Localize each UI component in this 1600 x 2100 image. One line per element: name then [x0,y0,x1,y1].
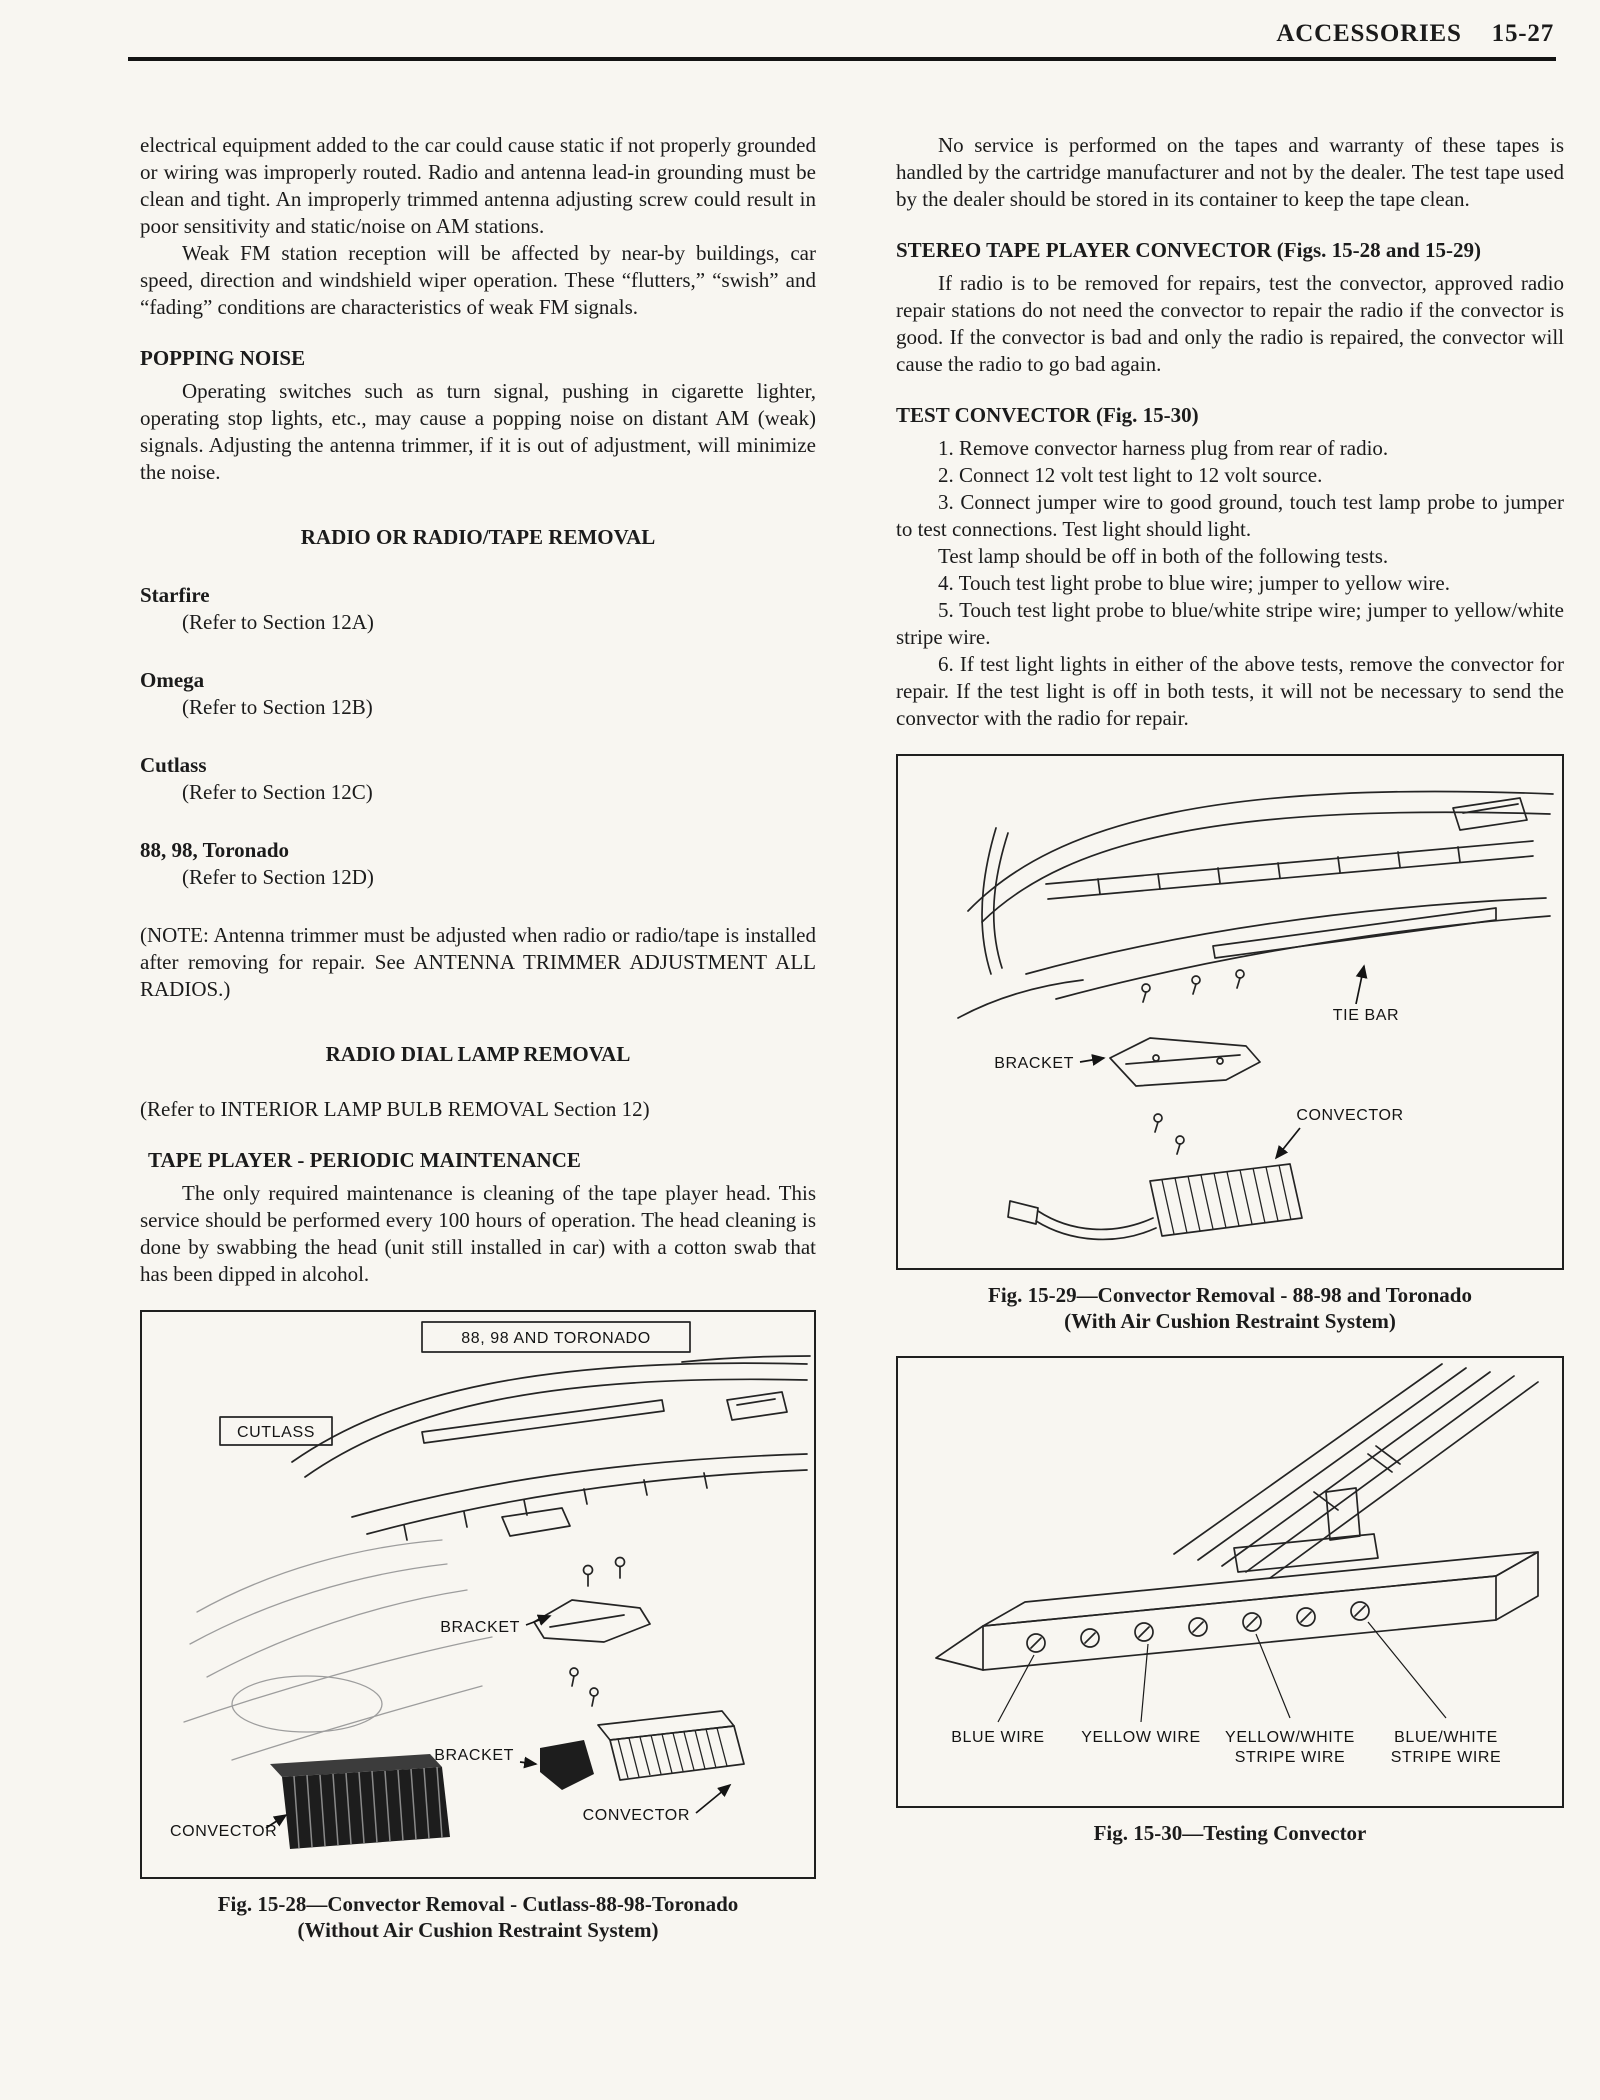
figure-15-29-caption-line1: Fig. 15-29—Convector Removal - 88-98 and Toronado [988,1283,1472,1307]
fig-15-30-label-blue-white-line1: BLUE/WHITE [1394,1729,1498,1746]
fig-15-28-label-bracket-1: BRACKET [440,1619,520,1636]
fig-15-30-label-yellow-white-line1: YELLOW/WHITE [1225,1729,1355,1746]
fig-15-30-label-yellow-wire: YELLOW WIRE [1081,1729,1201,1746]
figure-15-29 [896,754,1564,1334]
heading-radio-or-radio-tape-removal: RADIO OR RADIO/TAPE REMOVAL [300,525,656,549]
figure-15-28-caption-line2: (Without Air Cushion Restraint System) [297,1918,659,1942]
fig-15-28-label-bracket-2: BRACKET [434,1747,514,1764]
convector-unit-dark [270,1754,450,1849]
figure-15-29-illustration [898,756,1562,1268]
fig-15-29-label-bracket: BRACKET [994,1055,1074,1072]
terminal-leader-lines [998,1622,1446,1722]
convector-unit [1008,1164,1302,1239]
step-item: Test lamp should be off in both of the following tests. [938,544,1389,568]
fig-15-28-label-convector-1: CONVECTOR [170,1823,278,1840]
roof-header-line-art [958,791,1553,1018]
heading-radio-dial-lamp-removal: RADIO DIAL LAMP REMOVAL [325,1042,631,1066]
figure-15-30-box [896,1356,1564,1808]
model-heading: 88, 98, Toronado [140,838,289,862]
header-rule [128,57,1556,61]
body-paragraph: Operating switches such as turn signal, pushing in cigarette lighter, operating stop lights, etc., may cause a popping noise on distant AM (weak) signals. Adjusting the antenna trimmer, if it is out of adjustment, will minimize the noise. [140,379,816,484]
figure-15-30-illustration [898,1358,1562,1806]
fig-15-30-label-blue-white-line2: STRIPE WIRE [1390,1749,1502,1766]
body-paragraph: The only required maintenance is cleaning of the tape player head. This service should be performed every 100 hours of operation. The head cleaning is done by swabbing the head (unit still installed in car) with a cotton swab that has been dipped in alcohol. [140,1181,816,1286]
figure-15-30 [896,1356,1564,1846]
figure-15-30-caption-line1: Fig. 15-30—Testing Convector [1093,1821,1367,1845]
fig-15-28-label-88-98-toronado: 88, 98 AND TORONADO [461,1330,651,1347]
body-paragraph: No service is performed on the tapes and warranty of these tapes is handled by the cartridge manufacturer and not by the dealer. The test tape used by the dealer should be stored in its container to keep the tape clean. [896,133,1564,211]
left-column [140,132,816,1943]
fig-15-29-label-tie-bar: TIE BAR [1332,1007,1400,1024]
model-section-ref: (Refer to Section 12A) [182,610,374,634]
header-page-number: 15-27 [1491,20,1554,47]
fig-15-30-label-yellow-white-line2: STRIPE WIRE [1234,1749,1346,1766]
body-paragraph: (Refer to INTERIOR LAMP BULB REMOVAL Section 12) [140,1097,650,1121]
bracket-part-lower [540,1740,594,1790]
fig-15-28-boxed-label-cutlass [220,1417,332,1445]
heading-test-convector: TEST CONVECTOR (Fig. 15-30) [896,403,1199,427]
cutlass-dash-line-art [184,1540,492,1760]
right-column [896,132,1564,1846]
bracket-part-upper [534,1600,650,1706]
fig-15-28-boxed-label-models [422,1322,690,1352]
connector-terminals [1027,1602,1369,1652]
model-section-ref: (Refer to Section 12C) [182,780,373,804]
figure-15-28-caption-line1: Fig. 15-28—Convector Removal - Cutlass-88-98-Toronado [217,1892,739,1916]
fig-15-30-label-blue-wire: BLUE WIRE [951,1729,1045,1746]
figure-15-28-caption [140,1891,816,1943]
model-section-ref: (Refer to Section 12B) [182,695,373,719]
body-paragraph: If radio is to be removed for repairs, test the convector, approved radio repair stations do not need the convector to repair the radio if the convector is good. If the convector is bad and only the radio is repaired, the convector will cause the radio to go bad again. [896,271,1564,376]
body-paragraph: electrical equipment added to the car could cause static if not properly grounded or wiring was improperly routed. Radio and antenna lead-in grounding must be clean and tight. An improperly trimmed antenna adjusting screw could result in poor sensitivity and static/noise on AM stations. [140,133,816,238]
figure-15-28-illustration [142,1312,814,1877]
model-section-ref: (Refer to Section 12D) [182,865,374,889]
figure-15-28 [140,1310,816,1943]
model-heading: Starfire [140,583,210,607]
figure-15-29-caption-line2: (With Air Cushion Restraint System) [1064,1309,1396,1333]
model-section [140,837,816,891]
step-item: 4. Touch test light probe to blue wire; jumper to yellow wire. [938,571,1450,595]
step-item: 2. Connect 12 volt test light to 12 volt source. [938,463,1323,487]
step-item: 3. Connect jumper wire to good ground, touch test lamp probe to jumper to test connections. Test light should light. [896,490,1564,541]
header-section-title: ACCESSORIES [1276,20,1462,47]
body-paragraph: Weak FM station reception will be affected by near-by buildings, car speed, direction and windshield wiper operation. These “flutters,” “swish” and “fading” conditions are characteristics of weak FM signals. [140,241,816,319]
heading-stereo-tape-player-convector: STEREO TAPE PLAYER CONVECTOR (Figs. 15-28 and 15-29) [896,238,1481,262]
dashboard-line-art [292,1356,810,1586]
step-item: 1. Remove convector harness plug from rear of radio. [938,436,1389,460]
model-section [140,667,816,721]
fig-15-29-label-convector: CONVECTOR [1296,1107,1404,1124]
figure-15-30-caption [896,1820,1564,1846]
bracket-part [1110,1038,1260,1086]
heading-popping-noise: POPPING NOISE [140,346,306,370]
heading-tape-player-maintenance: TAPE PLAYER - PERIODIC MAINTENANCE [148,1148,581,1172]
model-heading: Cutlass [140,753,207,777]
figure-15-29-caption [896,1282,1564,1334]
model-heading: Omega [140,668,205,692]
note-paragraph: (NOTE: Antenna trimmer must be adjusted when radio or radio/tape is installed after removing for repair. See ANTENNA TRIMMER ADJUSTMENT ALL RADIOS.) [140,923,816,1001]
model-section [140,582,816,636]
wire-bundle [1174,1364,1538,1578]
step-item: 5. Touch test light probe to blue/white stripe wire; jumper to yellow/white stripe wire. [896,598,1564,649]
step-item: 6. If test light lights in either of the above tests, remove the convector for repair. If the test light is off in both tests, it will not be necessary to send the convector with the radio for repair. [896,652,1564,730]
page-header [1276,20,1554,48]
figure-15-28-box [140,1310,816,1879]
tie-bar-part [1213,908,1496,958]
model-section [140,752,816,806]
convector-unit-right [598,1711,744,1780]
fig-15-28-label-cutlass: CUTLASS [237,1424,315,1441]
fig-15-28-label-convector-2: CONVECTOR [582,1807,690,1824]
figure-15-29-box [896,754,1564,1270]
